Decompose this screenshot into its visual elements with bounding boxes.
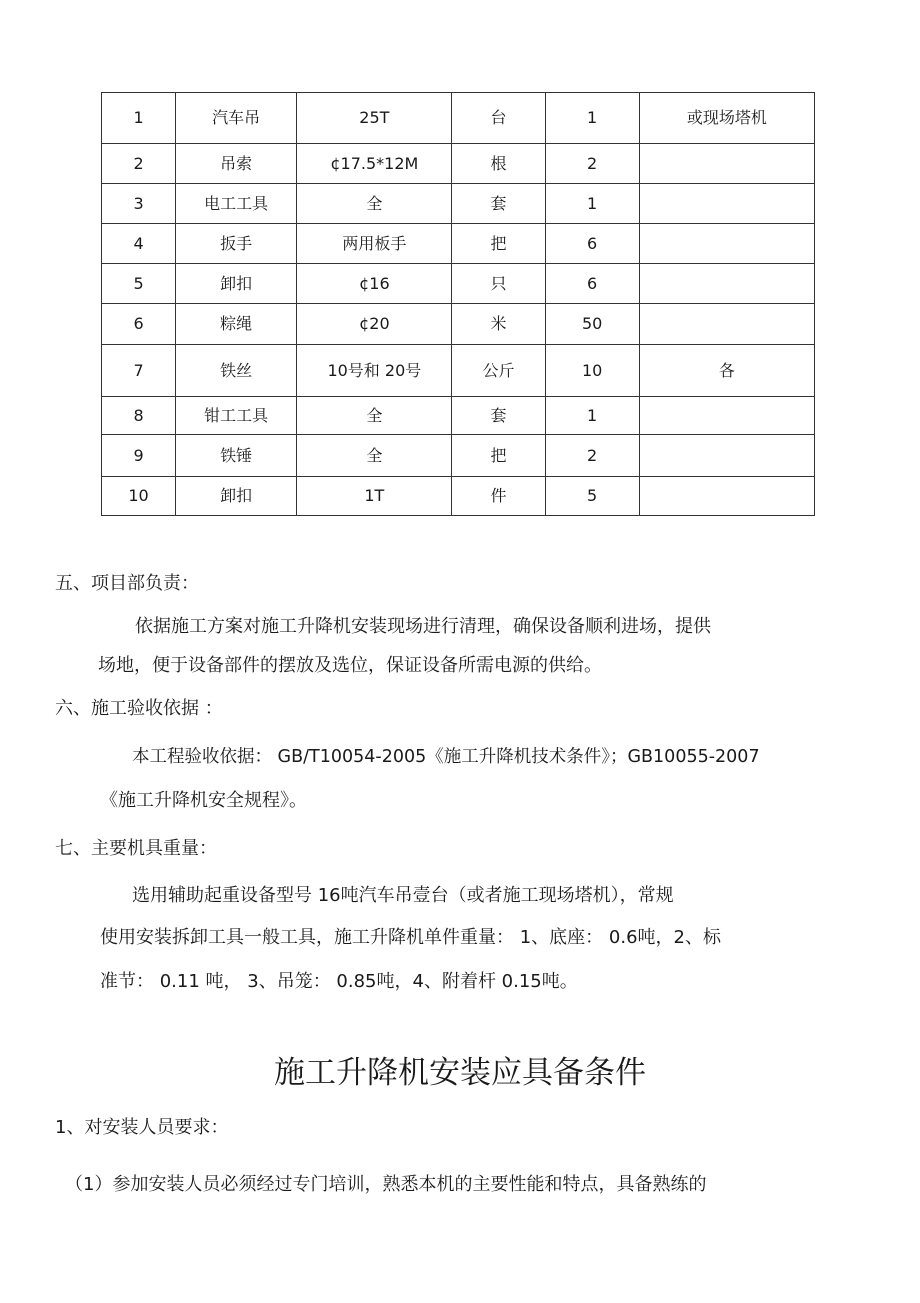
cell-qty: 6 bbox=[545, 264, 639, 304]
cell-name: 卸扣 bbox=[176, 264, 297, 304]
cell-spec: 全 bbox=[297, 184, 452, 224]
cell-no: 6 bbox=[102, 304, 176, 345]
cell-note bbox=[639, 224, 814, 264]
cell-no: 10 bbox=[102, 477, 176, 516]
cell-no: 8 bbox=[102, 397, 176, 435]
table-row bbox=[102, 93, 815, 144]
cell-note bbox=[639, 435, 814, 477]
cell-no: 5 bbox=[102, 264, 176, 304]
cell-name: 铁丝 bbox=[176, 345, 297, 397]
section6-line2: 《施工升降机安全规程》。 bbox=[100, 790, 307, 811]
cell-qty: 2 bbox=[545, 144, 639, 184]
cell-unit: 套 bbox=[452, 184, 545, 224]
cell-no: 3 bbox=[102, 184, 176, 224]
cell-name: 粽绳 bbox=[176, 304, 297, 345]
table-row bbox=[102, 397, 815, 435]
requirements-item1: （1）参加安装人员必须经过专门培训，熟悉本机的主要性能和特点，具备熟练的 bbox=[65, 1174, 707, 1195]
cell-qty: 50 bbox=[545, 304, 639, 345]
table-row bbox=[102, 345, 815, 397]
cell-no: 2 bbox=[102, 144, 176, 184]
cell-name: 汽车吊 bbox=[176, 93, 297, 144]
cell-note bbox=[639, 144, 814, 184]
cell-qty: 1 bbox=[545, 397, 639, 435]
cell-name: 电工工具 bbox=[176, 184, 297, 224]
requirements-title: 1、对安装人员要求： bbox=[55, 1117, 229, 1138]
table-row bbox=[102, 304, 815, 345]
cell-unit: 只 bbox=[452, 264, 545, 304]
cell-name: 卸扣 bbox=[176, 477, 297, 516]
cell-qty: 6 bbox=[545, 224, 639, 264]
cell-no: 1 bbox=[102, 93, 176, 144]
table-row bbox=[102, 435, 815, 477]
cell-no: 9 bbox=[102, 435, 176, 477]
table-row bbox=[102, 264, 815, 304]
cell-name: 铁锤 bbox=[176, 435, 297, 477]
section7-line3: 准节： 0.11 吨， 3、吊笼： 0.85吨，4、附着杆 0.15吨。 bbox=[100, 971, 578, 992]
cell-note bbox=[639, 477, 814, 516]
cell-spec: 两用板手 bbox=[297, 224, 452, 264]
cell-spec: 25T bbox=[297, 93, 452, 144]
cell-qty: 1 bbox=[545, 184, 639, 224]
cell-spec: 全 bbox=[297, 397, 452, 435]
cell-spec: ¢20 bbox=[297, 304, 452, 345]
cell-qty: 5 bbox=[545, 477, 639, 516]
equipment-table bbox=[101, 92, 815, 516]
cell-unit: 件 bbox=[452, 477, 545, 516]
cell-no: 7 bbox=[102, 345, 176, 397]
cell-name: 钳工工具 bbox=[176, 397, 297, 435]
section5-title: 五、项目部负责： bbox=[55, 573, 199, 594]
cell-note bbox=[639, 397, 814, 435]
cell-no: 4 bbox=[102, 224, 176, 264]
cell-note: 各 bbox=[639, 345, 814, 397]
cell-unit: 米 bbox=[452, 304, 545, 345]
cell-unit: 公斤 bbox=[452, 345, 545, 397]
cell-spec: ¢16 bbox=[297, 264, 452, 304]
cell-spec: 全 bbox=[297, 435, 452, 477]
cell-name: 吊索 bbox=[176, 144, 297, 184]
cell-unit: 台 bbox=[452, 93, 545, 144]
main-heading: 施工升降机安装应具备条件 bbox=[274, 1055, 646, 1091]
section6-title: 六、施工验收依据 ： bbox=[55, 698, 223, 719]
cell-qty: 1 bbox=[545, 93, 639, 144]
cell-unit: 根 bbox=[452, 144, 545, 184]
cell-spec: ¢17.5*12M bbox=[297, 144, 452, 184]
table-row bbox=[102, 144, 815, 184]
cell-spec: 1T bbox=[297, 477, 452, 516]
cell-name: 扳手 bbox=[176, 224, 297, 264]
table-row bbox=[102, 477, 815, 516]
section5-line1: 依据施工方案对施工升降机安装现场进行清理，确保设备顺利进场，提供 bbox=[135, 616, 711, 637]
table-row bbox=[102, 224, 815, 264]
cell-note bbox=[639, 264, 814, 304]
cell-spec: 10号和 20号 bbox=[297, 345, 452, 397]
cell-note bbox=[639, 304, 814, 345]
section7-title: 七、主要机具重量： bbox=[55, 838, 217, 859]
section5-line2: 场地，便于设备部件的摆放及选位，保证设备所需电源的供给。 bbox=[98, 655, 602, 676]
section6-line1: 本工程验收依据： GB/T10054-2005《施工升降机技术条件》；GB10055-2007 bbox=[132, 747, 760, 767]
cell-unit: 把 bbox=[452, 435, 545, 477]
cell-qty: 2 bbox=[545, 435, 639, 477]
cell-note bbox=[639, 184, 814, 224]
table-row bbox=[102, 184, 815, 224]
cell-qty: 10 bbox=[545, 345, 639, 397]
cell-unit: 套 bbox=[452, 397, 545, 435]
cell-unit: 把 bbox=[452, 224, 545, 264]
section7-line1: 选用辅助起重设备型号 16吨汽车吊壹台（或者施工现场塔机），常规 bbox=[132, 885, 674, 906]
section7-line2: 使用安装拆卸工具一般工具，施工升降机单件重量： 1、底座： 0.6吨，2、标 bbox=[100, 927, 721, 948]
cell-note: 或现场塔机 bbox=[639, 93, 814, 144]
